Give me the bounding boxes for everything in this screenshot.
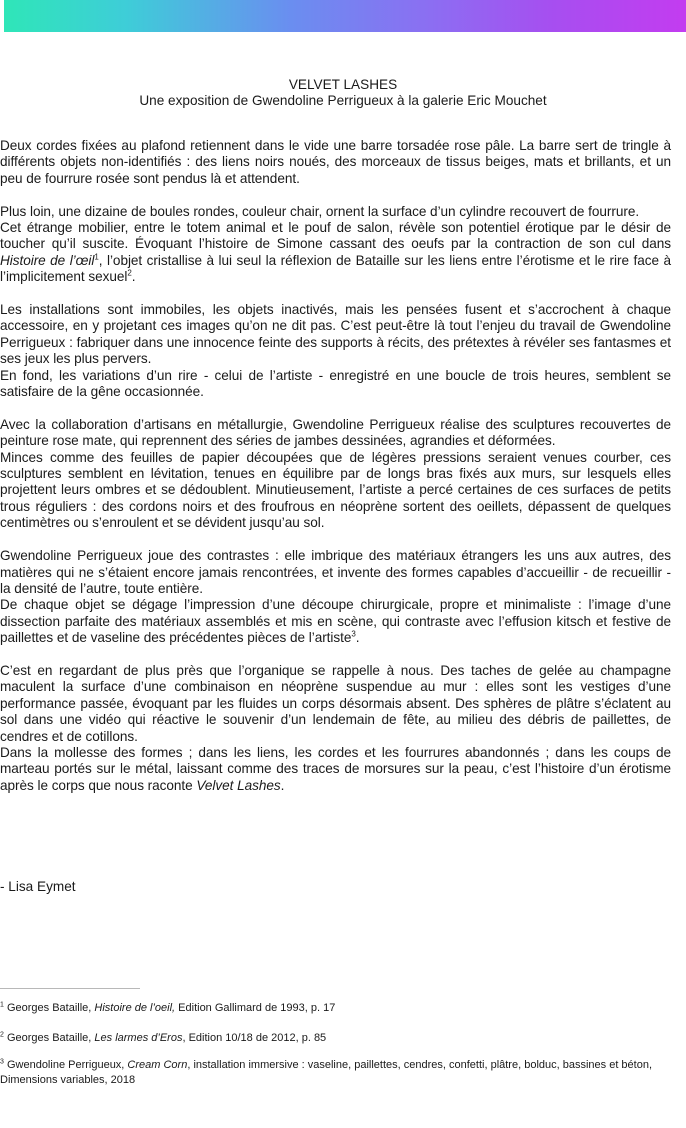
footnote-3: $^3$ Gwendoline Perrigueux, Cream Corn, installation immersive : vaseline, paillettes, cendres, confetti, plâtre, bolduc, bassines et béton, Dimensions variables, 2018: [0, 1058, 653, 1086]
paragraph: Plus loin, une dizaine de boules rondes, couleur chair, ornent la surface d’un cylindre recouvert de fourrure.: [0, 203, 640, 219]
footnote-2: $^2$ Georges Bataille, Les larmes d’Eros, Edition 10/18 de 2012, p. 85: [0, 1031, 327, 1044]
footnote-divider: [0, 988, 140, 989]
paragraph: Minces comme des feuilles de papier découpées que de légères pressions seraient venues courber, ces sculptures semblent en lévitation, tenues en équilibre par de longs bras fixés aux murs, sur lesquels elles projettent leurs ombres et se dédoublent. Minutieusement, l’artiste a percé certaines de ces surfaces de petits trous réguliers : des cordons noirs et des froufrous en néoprène sortent des oeillets, dépassent de quelques centimètres ou s’enroulent et se dévident jusqu’au sol.: [0, 449, 671, 531]
footnote-mark[interactable]: 3: [351, 629, 356, 639]
document-header: [0, 77, 686, 109]
footnote-1: $^1$ Georges Bataille, Histoire de l’oeil, Edition Gallimard de 1993, p. 17: [0, 1001, 336, 1014]
footnote-mark[interactable]: 1: [94, 252, 99, 262]
footnote-number: 2: [0, 1031, 4, 1039]
paragraph: En fond, les variations d’un rire - celui de l’artiste - enregistré en une boucle de trois heures, semblent se satisfaire de la gêne occasionnée.: [0, 367, 671, 400]
paragraph: Cet étrange mobilier, entre le totem animal et le pouf de salon, révèle son potentiel érotique par le désir de toucher qu’il suscite. Évoquant l’histoire de Simone cassant des oeufs par la contraction de son cul dans Histoire de l’œil$^1$, l’objet cristallise à lui seul la réflexion de Bataille sur les liens entre l’érotisme et le rire face à l’implicitement sexuel$^2$.: [0, 220, 671, 285]
book-title: Histoire de l’œil: [0, 252, 95, 268]
paragraph: De chaque objet se dégage l’impression d’une découpe chirurgicale, propre et minimaliste : l’image d’une dissection parfaite des matériaux assemblés et mis en scène, qui contraste avec l’effusion kitsch et festive de paillettes et de vaseline des précédentes pièces de l’artiste$^3$.: [0, 597, 671, 646]
header-gradient-bar: [4, 0, 686, 32]
paragraph: Les installations sont immobiles, les objets inactivés, mais les pensées fusent et s’accrochent à chaque accessoire, en y projetant ces images qu’on ne dit pas. C’est peut-être là tout l’enjeu du travail de Gwendoline Perrigueux : fabriquer dans une innocence feinte des supports à récits, des prétextes à révéler ses fantasmes et ses jeux les plus pervers.: [0, 302, 671, 367]
paragraph: Gwendoline Perrigueux joue des contrastes : elle imbrique des matériaux étrangers les uns aux autres, des matières qui ne s’étaient encore jamais rencontrées, et invente des formes capables d’accueillir - de recueillir - la densité de l’autre, toute entière.: [0, 548, 671, 596]
document-title: VELVET LASHES: [288, 77, 398, 92]
exhibition-title: Velvet Lashes: [196, 777, 281, 793]
author-signature: - Lisa Eymet: [0, 879, 76, 894]
paragraph: Deux cordes fixées au plafond retiennent dans le vide une barre torsadée rose pâle. La barre sert de tringle à différents objets non-identifiés : des liens noirs noués, des morceaux de tissus beiges, mats et brillants, et un peu de fourrure rosée sont pendus là et attendent.: [0, 138, 671, 186]
footnote-mark[interactable]: 2: [127, 268, 132, 278]
footnote-number: 3: [0, 1058, 4, 1066]
paragraph: Avec la collaboration d’artisans en métallurgie, Gwendoline Perrigueux réalise des sculptures recouvertes de peinture rose mate, qui reprennent des séries de jambes dessinées, agrandies et déformées.: [0, 416, 671, 449]
paragraph: Dans la mollesse des formes ; dans les liens, les cordes et les fourrures abandonnés ; dans les coups de marteau portés sur le métal, laissant comme des traces de morsures sur la peau, c’est l’histoire d’un érotisme après le corps que nous raconte Velvet Lashes.: [0, 744, 671, 793]
document-subtitle: Une exposition de Gwendoline Perrigueux à la galerie Eric Mouchet: [139, 93, 547, 108]
paragraph: C’est en regardant de plus près que l’organique se rappelle à nous. Des taches de gelée au champagne maculent la surface d’une combinaison en néoprène suspendue au mur : elles sont les vestiges d’une performance passée, évoquant par les fluides un corps désormais absent. Des sphères de plâtre s’éclatent au sol dans une vidéo qui réactive le souvenir d’un lendemain de fête, au milieu des débris de paillettes, de cendres et de cotillons.: [0, 662, 671, 744]
footnote-number: 1: [0, 1001, 4, 1009]
article-body: [0, 138, 671, 794]
